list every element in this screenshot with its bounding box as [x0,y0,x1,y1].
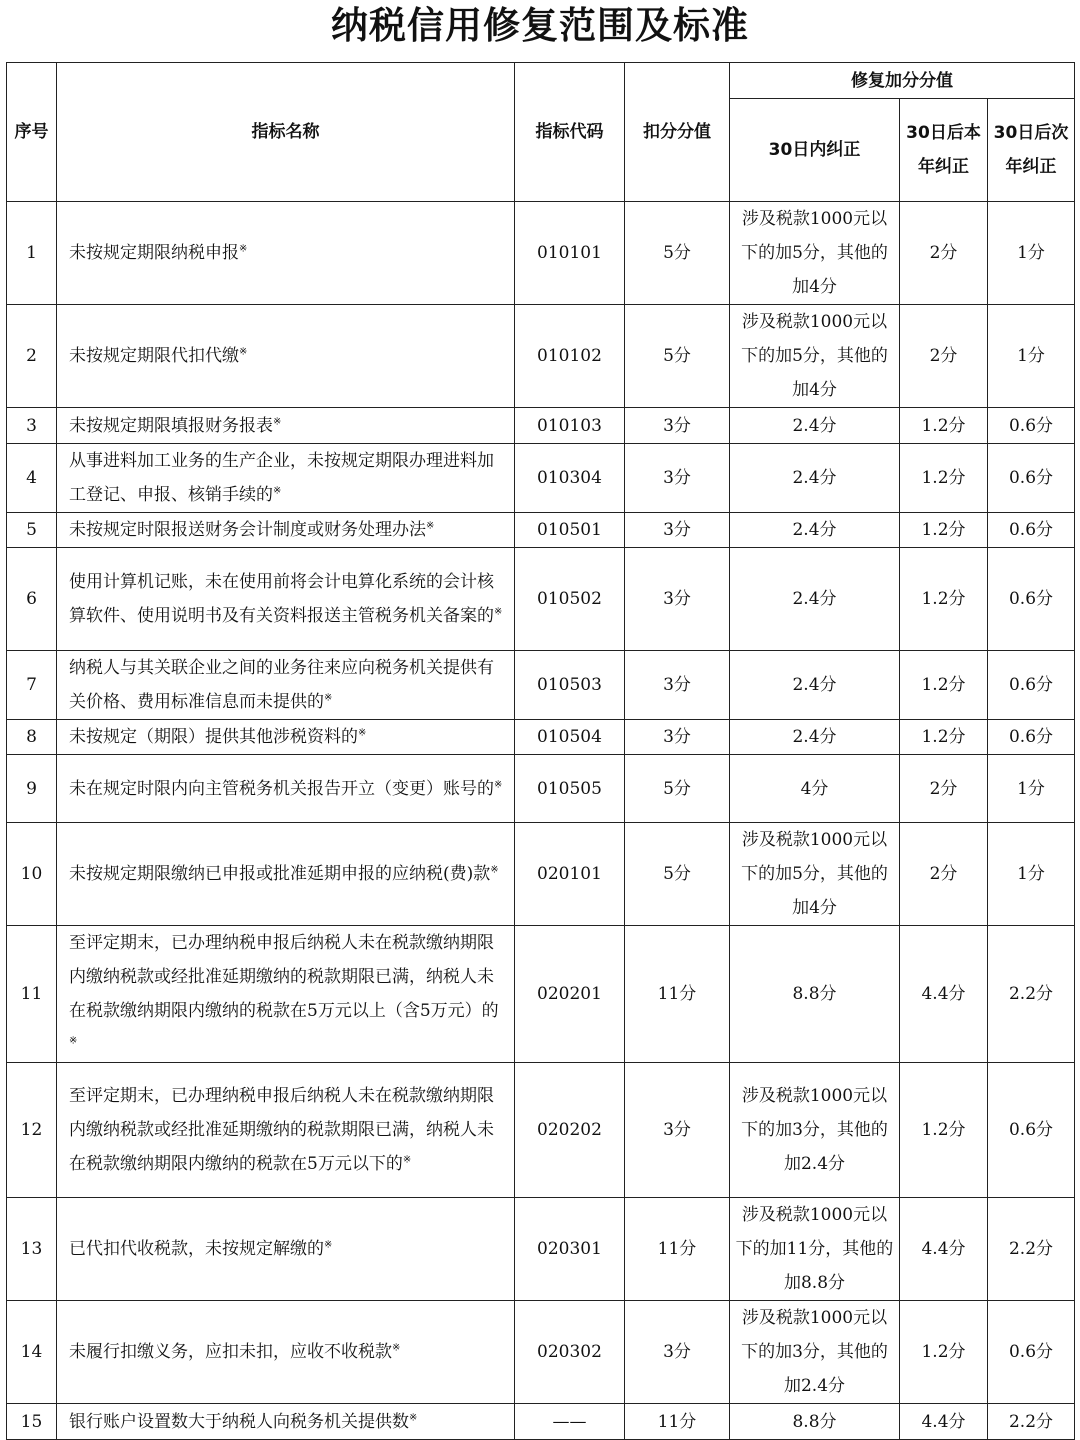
cell-indicator-name [57,548,515,651]
cell-after-30-days-next-year [988,720,1075,755]
cell-indicator-name-text: 未按规定期限填报财务报表 [69,415,273,436]
cell-after-30-days-this-year [900,513,988,548]
cell-within-30-days [730,1198,900,1301]
cell-indicator-name-text: 未按规定期限纳税申报 [69,243,239,263]
cell-indicator-code-text: 010101 [537,243,602,263]
cell-deduct-points [625,513,730,548]
cell-within-30-days [730,444,900,513]
cell-after-30-days-this-year-text: 1.2分 [921,675,966,695]
cell-seq-text: 7 [26,675,37,695]
cell-seq [7,513,57,548]
table-row [7,1404,1075,1440]
cell-after-30-days-next-year-text: 1分 [1017,864,1045,884]
table-row [7,1301,1075,1404]
cell-within-30-days [730,823,900,926]
cell-indicator-name-text: 银行账户设置数大于纳税人向税务机关提供数 [69,1411,409,1432]
cell-after-30-days-this-year-text: 1.2分 [921,1120,966,1140]
cell-deduct-points-text: 3分 [663,589,691,609]
cell-indicator-code [515,548,625,651]
cell-within-30-days-text: 涉及税款1000元以下的加5分，其他的加4分 [741,312,888,400]
cell-within-30-days-text: 涉及税款1000元以下的加5分，其他的加4分 [741,830,888,918]
note-mark: ※ [324,1239,333,1251]
cell-indicator-name [57,1198,515,1301]
cell-within-30-days-text: 4分 [800,778,829,799]
table-row [7,202,1075,305]
cell-seq-text: 15 [20,1411,43,1432]
cell-indicator-name [57,513,515,548]
note-mark: ※ [490,864,499,876]
cell-seq [7,548,57,651]
cell-within-30-days-text: 涉及税款1000元以下的加5分，其他的加4分 [741,209,888,297]
cell-after-30-days-next-year-text: 0.6分 [1008,415,1054,436]
cell-seq-text: 6 [26,589,37,609]
cell-indicator-code [515,755,625,823]
cell-within-30-days-text: 2.4分 [792,675,837,695]
cell-indicator-code [515,408,625,444]
cell-indicator-name-text: 从事进料加工业务的生产企业，未按规定期限办理进料加工登记、申报、核销手续的 [69,451,494,505]
table-row [7,305,1075,408]
header-indicator-name: 指标名称 [57,63,515,202]
table-row [7,408,1075,444]
table-row [7,444,1075,513]
cell-seq-text: 14 [20,1342,43,1362]
cell-indicator-name [57,1301,515,1404]
cell-after-30-days-this-year-text: 4.4分 [921,1239,966,1259]
cell-indicator-name [57,926,515,1063]
cell-deduct-points [625,926,730,1063]
cell-indicator-code-text: 010504 [537,727,602,747]
cell-after-30-days-this-year-text: 1.2分 [921,1342,966,1362]
cell-within-30-days [730,926,900,1063]
header-after-30-days-this-year: 30日后本年纠正 [900,99,988,202]
cell-seq-text: 2 [26,346,37,366]
cell-seq-text: 1 [26,243,37,263]
cell-after-30-days-next-year-text: 0.6分 [1008,675,1054,695]
cell-deduct-points-text: 3分 [663,415,691,436]
cell-after-30-days-this-year [900,926,988,1063]
page-title: 纳税信用修复范围及标准 [331,4,749,47]
cell-indicator-code-text: 020202 [537,1120,602,1140]
cell-seq [7,1404,57,1440]
cell-within-30-days [730,408,900,444]
cell-deduct-points [625,1198,730,1301]
cell-after-30-days-next-year-text: 0.6分 [1008,1120,1054,1140]
cell-indicator-name-text: 纳税人与其关联企业之间的业务往来应向税务机关提供有关价格、费用标准信息而未提供的 [69,658,494,712]
cell-indicator-name [57,408,515,444]
cell-after-30-days-this-year [900,1301,988,1404]
cell-within-30-days [730,720,900,755]
cell-seq [7,755,57,823]
cell-seq [7,408,57,444]
header-within-30-days: 30日内纠正 [730,99,900,202]
table-body [7,202,1075,1440]
cell-after-30-days-next-year-text: 2.2分 [1008,1239,1054,1259]
cell-within-30-days-text: 2.4分 [792,520,837,540]
cell-indicator-code [515,513,625,548]
cell-indicator-name [57,305,515,408]
cell-after-30-days-this-year [900,408,988,444]
cell-after-30-days-this-year [900,202,988,305]
cell-indicator-name [57,202,515,305]
note-mark: ※ [392,1342,401,1354]
cell-deduct-points [625,202,730,305]
cell-seq-text: 5 [26,520,37,540]
cell-deduct-points [625,720,730,755]
cell-seq-text: 12 [20,1120,43,1140]
cell-indicator-name-text: 使用计算机记账，未在使用前将会计电算化系统的会计核算软件、使用说明书及有关资料报送主管税务机关备案的 [69,572,494,626]
table-row [7,513,1075,548]
cell-indicator-code-text: 010304 [537,468,602,488]
note-mark: ※ [358,727,367,739]
cell-seq-text: 4 [26,468,37,488]
cell-seq [7,202,57,305]
cell-after-30-days-this-year [900,1198,988,1301]
cell-after-30-days-next-year [988,305,1075,408]
cell-after-30-days-this-year-text: 2分 [929,346,958,366]
cell-indicator-code-text: 010502 [537,589,602,609]
cell-indicator-code [515,1301,625,1404]
cell-indicator-name-text: 未按规定（期限）提供其他涉税资料的 [69,727,358,747]
cell-after-30-days-next-year-text: 0.6分 [1008,468,1054,488]
table-row [7,1063,1075,1198]
cell-indicator-code [515,823,625,926]
table-row [7,823,1075,926]
cell-after-30-days-next-year [988,755,1075,823]
table-row [7,926,1075,1063]
cell-after-30-days-next-year [988,548,1075,651]
cell-after-30-days-next-year [988,823,1075,926]
cell-indicator-code [515,1063,625,1198]
cell-indicator-name-text: 未在规定时限内向主管税务机关报告开立（变更）账号的 [69,778,494,799]
cell-seq-text: 9 [26,778,37,799]
header-seq: 序号 [7,63,57,202]
cell-indicator-name-text: 未按规定期限代扣代缴 [69,346,239,366]
cell-indicator-code [515,720,625,755]
note-mark: ※ [273,485,282,497]
cell-deduct-points-text: 3分 [663,1120,691,1140]
cell-after-30-days-this-year [900,305,988,408]
cell-indicator-code-text: 020201 [537,984,602,1004]
note-mark: ※ [239,243,248,255]
header-indicator-code: 指标代码 [515,63,625,202]
cell-deduct-points-text: 3分 [663,468,691,488]
cell-seq [7,823,57,926]
cell-indicator-code-text: 010505 [537,778,602,799]
cell-seq [7,1198,57,1301]
cell-seq [7,444,57,513]
cell-after-30-days-this-year-text: 2分 [929,778,958,799]
cell-indicator-code-text: 010503 [537,675,602,695]
cell-after-30-days-next-year-text: 0.6分 [1008,520,1054,540]
cell-deduct-points-text: 5分 [663,778,691,799]
header-row-top [7,63,1075,99]
cell-deduct-points-text: 5分 [663,346,691,366]
cell-indicator-name [57,755,515,823]
cell-after-30-days-this-year-text: 4.4分 [921,1411,966,1432]
cell-indicator-code [515,1198,625,1301]
cell-within-30-days [730,305,900,408]
cell-within-30-days [730,1063,900,1198]
cell-after-30-days-next-year-text: 2.2分 [1008,1411,1054,1432]
cell-after-30-days-this-year [900,651,988,720]
cell-within-30-days-text: 涉及税款1000元以下的加3分，其他的加2.4分 [741,1308,888,1396]
cell-indicator-code-text: 010103 [537,415,602,436]
header-after-30-days-next-year: 30日后次年纠正 [988,99,1075,202]
cell-within-30-days [730,651,900,720]
cell-after-30-days-next-year-text: 1分 [1017,778,1045,799]
cell-after-30-days-this-year [900,548,988,651]
cell-within-30-days [730,1301,900,1404]
cell-indicator-code [515,651,625,720]
cell-indicator-code-text: —— [552,1411,587,1432]
note-mark: ※ [324,692,333,704]
cell-within-30-days-text: 8.8分 [792,1411,837,1432]
cell-after-30-days-this-year [900,1063,988,1198]
cell-after-30-days-this-year [900,720,988,755]
cell-seq [7,926,57,1063]
table-row [7,548,1075,651]
cell-indicator-name-text: 未按规定期限缴纳已申报或批准延期申报的应纳税(费)款 [69,864,491,884]
cell-after-30-days-this-year-text: 1.2分 [921,415,966,436]
cell-after-30-days-this-year [900,823,988,926]
cell-seq-text: 10 [20,864,43,884]
cell-deduct-points [625,1063,730,1198]
cell-within-30-days [730,755,900,823]
table-row [7,720,1075,755]
cell-after-30-days-this-year-text: 1.2分 [921,468,966,488]
cell-deduct-points [625,305,730,408]
cell-within-30-days-text: 2.4分 [792,589,837,609]
header-deduct-points: 扣分分值 [625,63,730,202]
cell-after-30-days-this-year-text: 1.2分 [921,727,966,747]
cell-after-30-days-next-year [988,1063,1075,1198]
cell-deduct-points-text: 11分 [657,1239,697,1259]
cell-deduct-points [625,548,730,651]
cell-after-30-days-next-year [988,1198,1075,1301]
cell-within-30-days-text: 2.4分 [792,468,837,488]
cell-seq-text: 3 [26,415,37,436]
cell-within-30-days-text: 8.8分 [792,984,837,1004]
cell-within-30-days-text: 2.4分 [792,415,837,436]
note-mark: ※ [69,1035,78,1047]
cell-indicator-code-text: 010102 [537,346,602,366]
cell-after-30-days-next-year-text: 1分 [1017,243,1045,263]
cell-after-30-days-next-year [988,444,1075,513]
cell-deduct-points-text: 11分 [657,1411,697,1432]
cell-after-30-days-next-year [988,1301,1075,1404]
cell-deduct-points [625,823,730,926]
repair-standards-table [6,62,1075,1440]
cell-after-30-days-this-year-text: 4.4分 [921,984,966,1004]
cell-within-30-days-text: 涉及税款1000元以下的加11分，其他的加8.8分 [735,1205,894,1293]
cell-indicator-name [57,651,515,720]
cell-deduct-points-text: 5分 [663,243,691,263]
cell-indicator-code-text: 020302 [537,1342,602,1362]
cell-deduct-points-text: 11分 [657,984,697,1004]
cell-within-30-days-text: 2.4分 [792,727,837,747]
cell-deduct-points-text: 3分 [663,520,691,540]
cell-after-30-days-this-year [900,755,988,823]
cell-after-30-days-next-year [988,926,1075,1063]
cell-deduct-points [625,444,730,513]
cell-seq [7,651,57,720]
table-row [7,1198,1075,1301]
note-mark: ※ [494,606,503,618]
header-repair-points: 修复加分分值 [730,63,1075,99]
cell-after-30-days-next-year-text: 1分 [1017,346,1045,366]
cell-indicator-name-text: 至评定期末，已办理纳税申报后纳税人未在税款缴纳期限内缴纳税款或经批准延期缴纳的税款期限已满，纳税人未在税款缴纳期限内缴纳的税款在5万元以下的 [69,1086,494,1174]
cell-after-30-days-this-year [900,444,988,513]
cell-indicator-code [515,202,625,305]
cell-indicator-name [57,1063,515,1198]
cell-indicator-name-text: 已代扣代收税款，未按规定解缴的 [69,1239,324,1259]
cell-indicator-code [515,926,625,1063]
cell-after-30-days-next-year [988,408,1075,444]
cell-within-30-days [730,202,900,305]
cell-deduct-points [625,408,730,444]
cell-deduct-points-text: 3分 [663,727,691,747]
cell-seq-text: 11 [20,984,43,1004]
cell-after-30-days-next-year [988,651,1075,720]
cell-deduct-points-text: 3分 [663,1342,691,1362]
cell-indicator-code [515,1404,625,1440]
cell-after-30-days-next-year-text: 0.6分 [1008,727,1054,747]
cell-after-30-days-next-year-text: 0.6分 [1008,589,1054,609]
cell-deduct-points-text: 5分 [663,864,691,884]
cell-indicator-name [57,444,515,513]
cell-within-30-days [730,513,900,548]
cell-deduct-points [625,755,730,823]
cell-seq-text: 8 [26,727,37,747]
cell-after-30-days-next-year [988,1404,1075,1440]
cell-after-30-days-next-year [988,513,1075,548]
cell-indicator-name-text: 至评定期末，已办理纳税申报后纳税人未在税款缴纳期限内缴纳税款或经批准延期缴纳的税款期限已满，纳税人未在税款缴纳期限内缴纳的税款在5万元以上（含5万元）的 [69,933,499,1021]
cell-after-30-days-this-year-text: 2分 [929,864,958,884]
cell-seq [7,720,57,755]
cell-indicator-code [515,305,625,408]
cell-indicator-name [57,1404,515,1440]
table-row [7,651,1075,720]
cell-seq [7,1063,57,1198]
cell-indicator-name [57,823,515,926]
cell-deduct-points [625,1301,730,1404]
cell-within-30-days-text: 涉及税款1000元以下的加3分，其他的加2.4分 [741,1086,888,1174]
cell-after-30-days-next-year [988,202,1075,305]
cell-within-30-days [730,1404,900,1440]
table-row [7,755,1075,823]
cell-indicator-name-text: 未按规定时限报送财务会计制度或财务处理办法 [69,520,426,540]
cell-indicator-code [515,444,625,513]
cell-seq-text: 13 [20,1239,43,1259]
cell-after-30-days-this-year-text: 2分 [929,243,958,263]
cell-after-30-days-next-year-text: 0.6分 [1008,1342,1054,1362]
cell-indicator-code-text: 010501 [537,520,602,540]
cell-within-30-days [730,548,900,651]
cell-deduct-points [625,651,730,720]
cell-after-30-days-this-year-text: 1.2分 [921,520,966,540]
cell-after-30-days-this-year-text: 1.2分 [921,589,966,609]
cell-seq [7,305,57,408]
note-mark: ※ [494,778,503,790]
note-mark: ※ [239,346,248,358]
note-mark: ※ [409,1411,418,1423]
cell-indicator-code-text: 020301 [537,1239,602,1259]
cell-after-30-days-this-year [900,1404,988,1440]
note-mark: ※ [402,1154,412,1166]
cell-seq [7,1301,57,1404]
cell-deduct-points [625,1404,730,1440]
cell-indicator-code-text: 020101 [537,864,602,884]
note-mark: ※ [426,520,435,532]
cell-after-30-days-next-year-text: 2.2分 [1008,984,1054,1004]
cell-indicator-name-text: 未履行扣缴义务，应扣未扣，应收不收税款 [69,1342,392,1362]
cell-deduct-points-text: 3分 [663,675,691,695]
note-mark: ※ [273,415,282,427]
cell-indicator-name [57,720,515,755]
